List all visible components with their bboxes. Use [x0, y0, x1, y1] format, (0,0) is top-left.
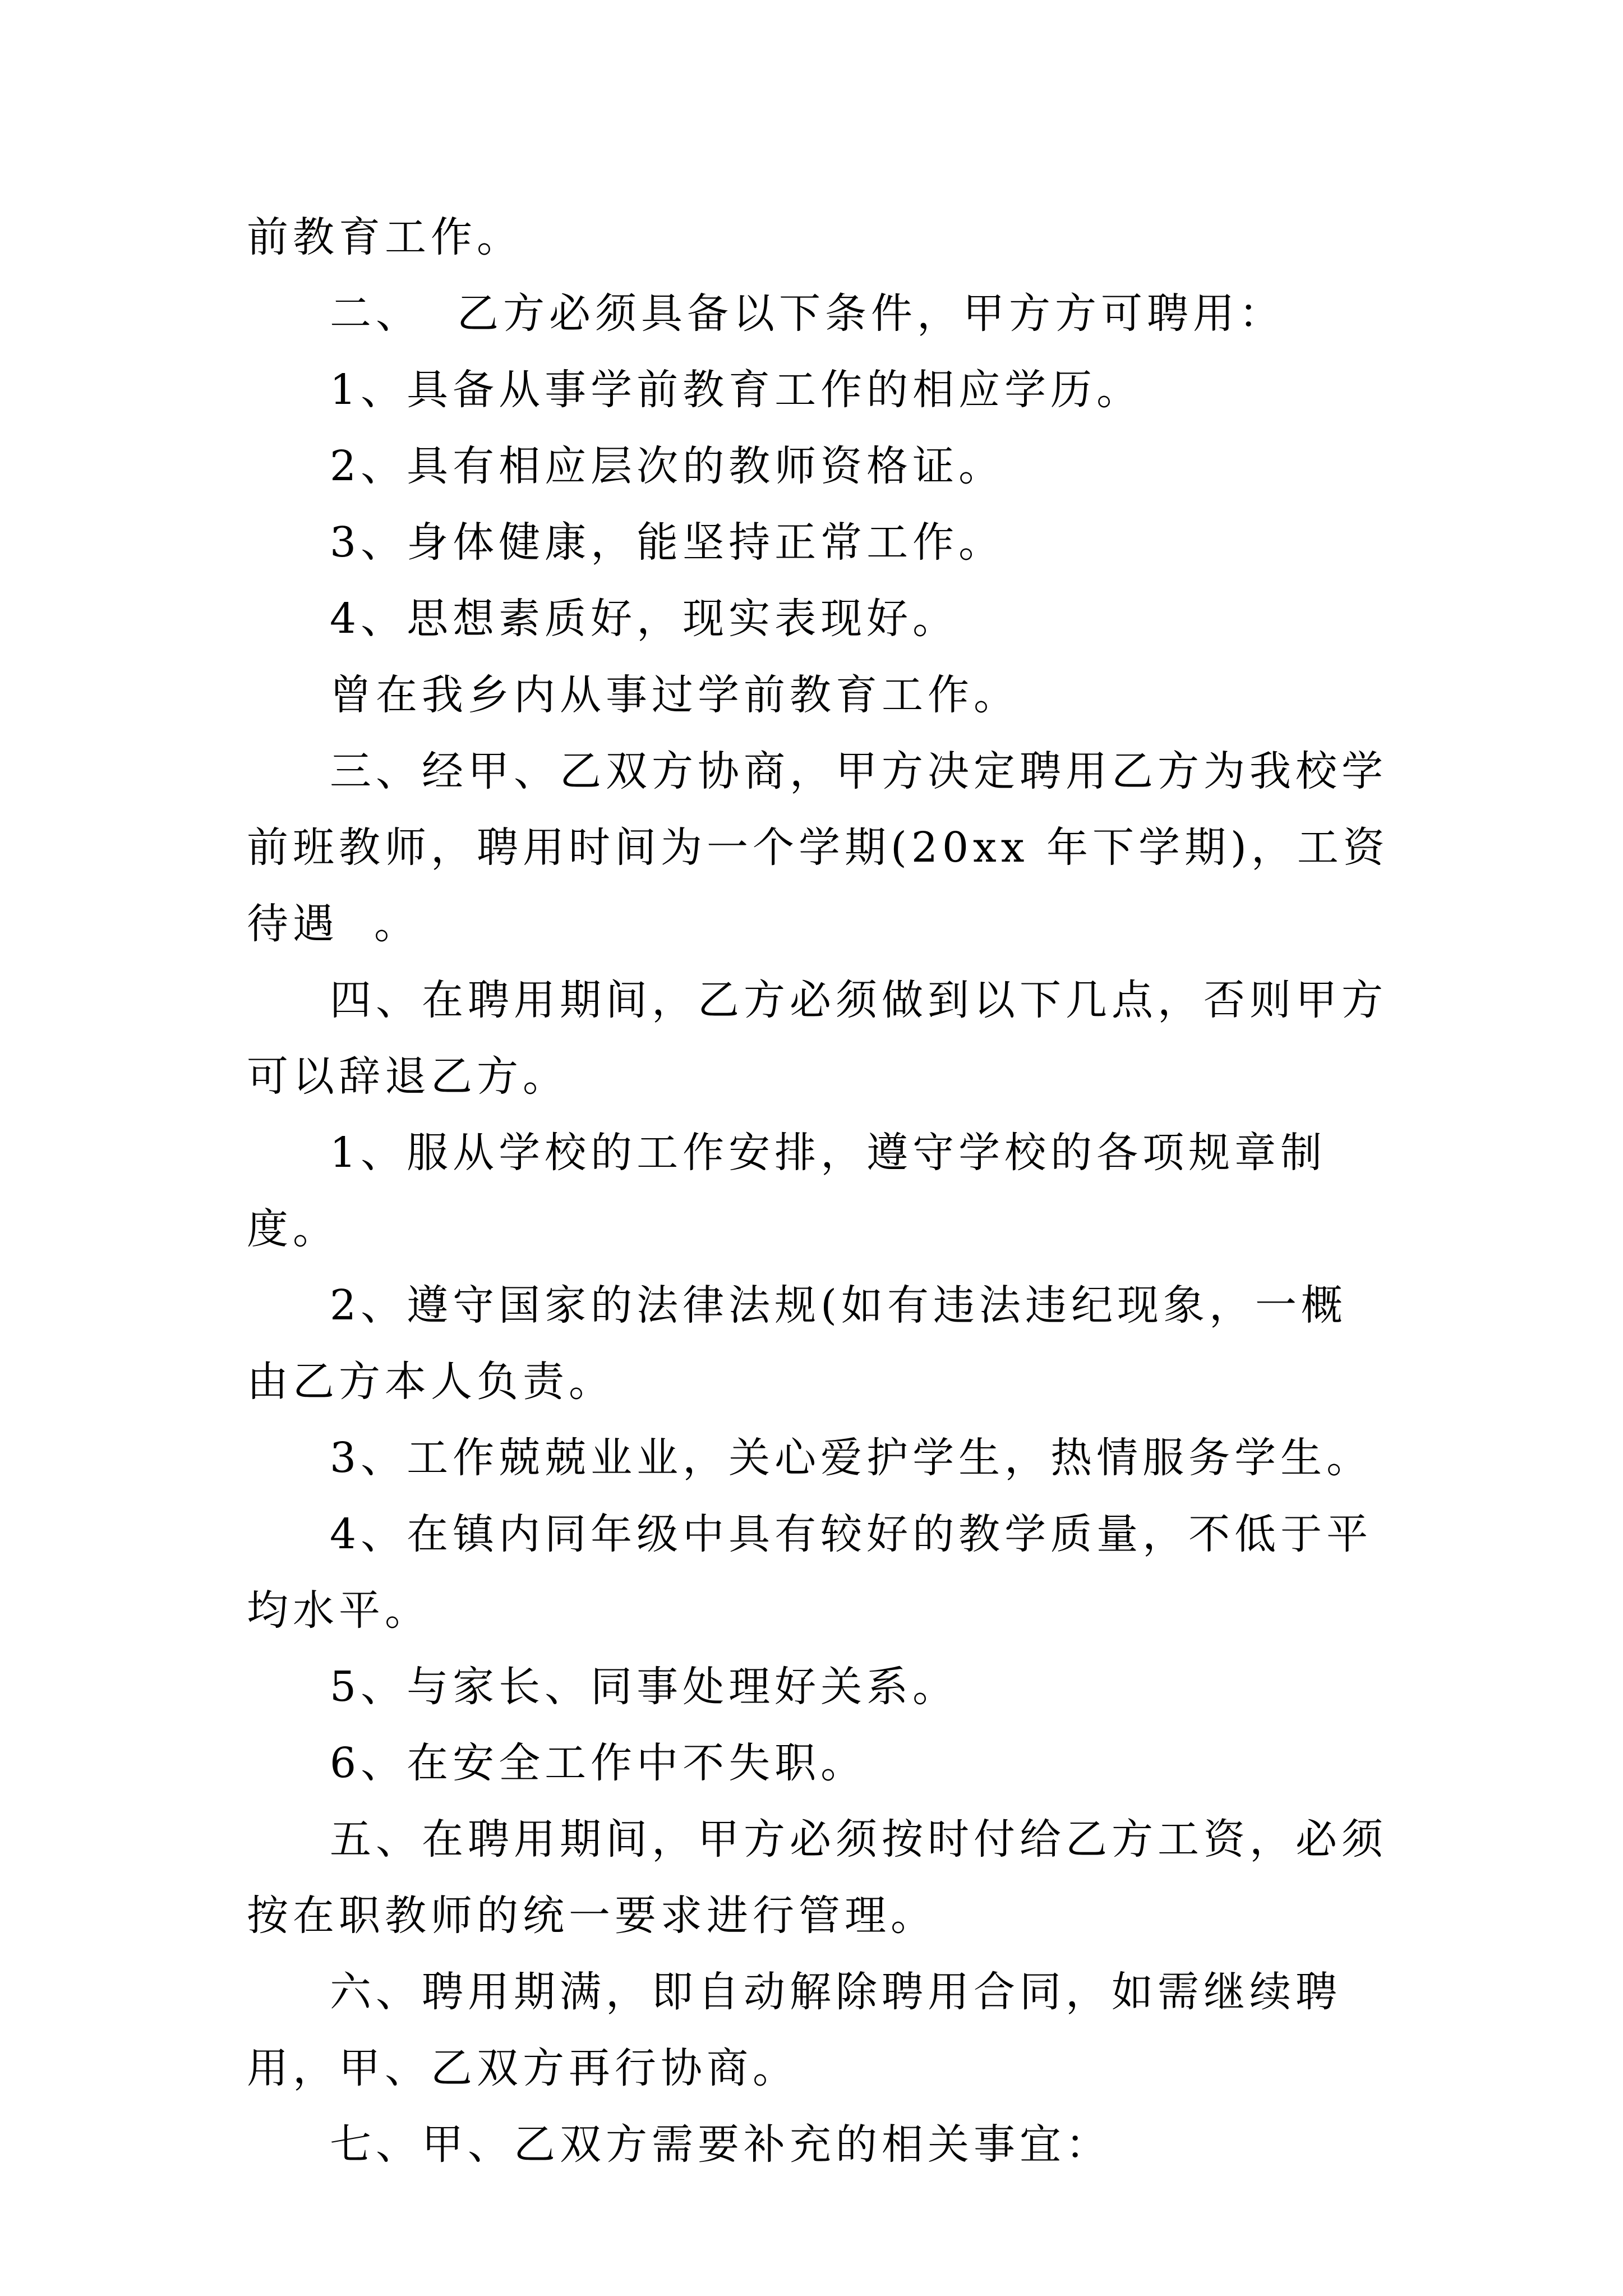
- paragraph-condition-3: 3、身体健康，能坚持正常工作。: [330, 518, 1005, 567]
- paragraph-section-2: 二、 乙方必须具备以下条件，甲方方可聘用：: [330, 289, 1285, 338]
- paragraph-condition-4: 4、思想素质好，现实表现好。: [330, 595, 959, 643]
- paragraph-section-3: 三、经甲、乙双方协商，甲方决定聘用乙方为我校学前班教师，聘用时间为一个学期(20xx 年下学期)，工资待遇 。: [247, 747, 1389, 948]
- paragraph-duty-2: 2、遵守国家的法律法规(如有违法违纪现象，一概由乙方本人负责。: [247, 1281, 1347, 1406]
- paragraph-condition-1: 1、具备从事学前教育工作的相应学历。: [330, 366, 1143, 414]
- paragraph-section-4: 四、在聘用期间，乙方必须做到以下几点，否则甲方可以辞退乙方。: [247, 976, 1387, 1101]
- paragraph-section-7: 七、甲、乙双方需要补充的相关事宜：: [330, 2120, 1112, 2169]
- paragraph-duty-4: 4、在镇内同年级中具有较好的教学质量，不低于平均水平。: [247, 1510, 1373, 1635]
- paragraph-duty-3: 3、工作兢兢业业，关心爱护学生，热情服务学生。: [330, 1434, 1373, 1482]
- paragraph-condition-2: 2、具有相应层次的教师资格证。: [330, 442, 1005, 490]
- paragraph-duty-5: 5、与家长、同事处理好关系。: [330, 1663, 959, 1711]
- paragraph-condition-5: 曾在我乡内从事过学前教育工作。: [330, 671, 1020, 719]
- paragraph-section-6: 六、聘用期满，即自动解除聘用合同，如需继续聘用，甲、乙双方再行协商。: [247, 1968, 1341, 2092]
- paragraph-section-5: 五、在聘用期间，甲方必须按时付给乙方工资，必须按在职教师的统一要求进行管理。: [247, 1815, 1387, 1940]
- paragraph-duty-1: 1、服从学校的工作安排，遵守学校的各项规章制度。: [247, 1129, 1327, 1253]
- document-body: [247, 199, 1391, 2183]
- paragraph-duty-6: 6、在安全工作中不失职。: [330, 1739, 867, 1787]
- paragraph-continuation: 前教育工作。: [247, 213, 523, 261]
